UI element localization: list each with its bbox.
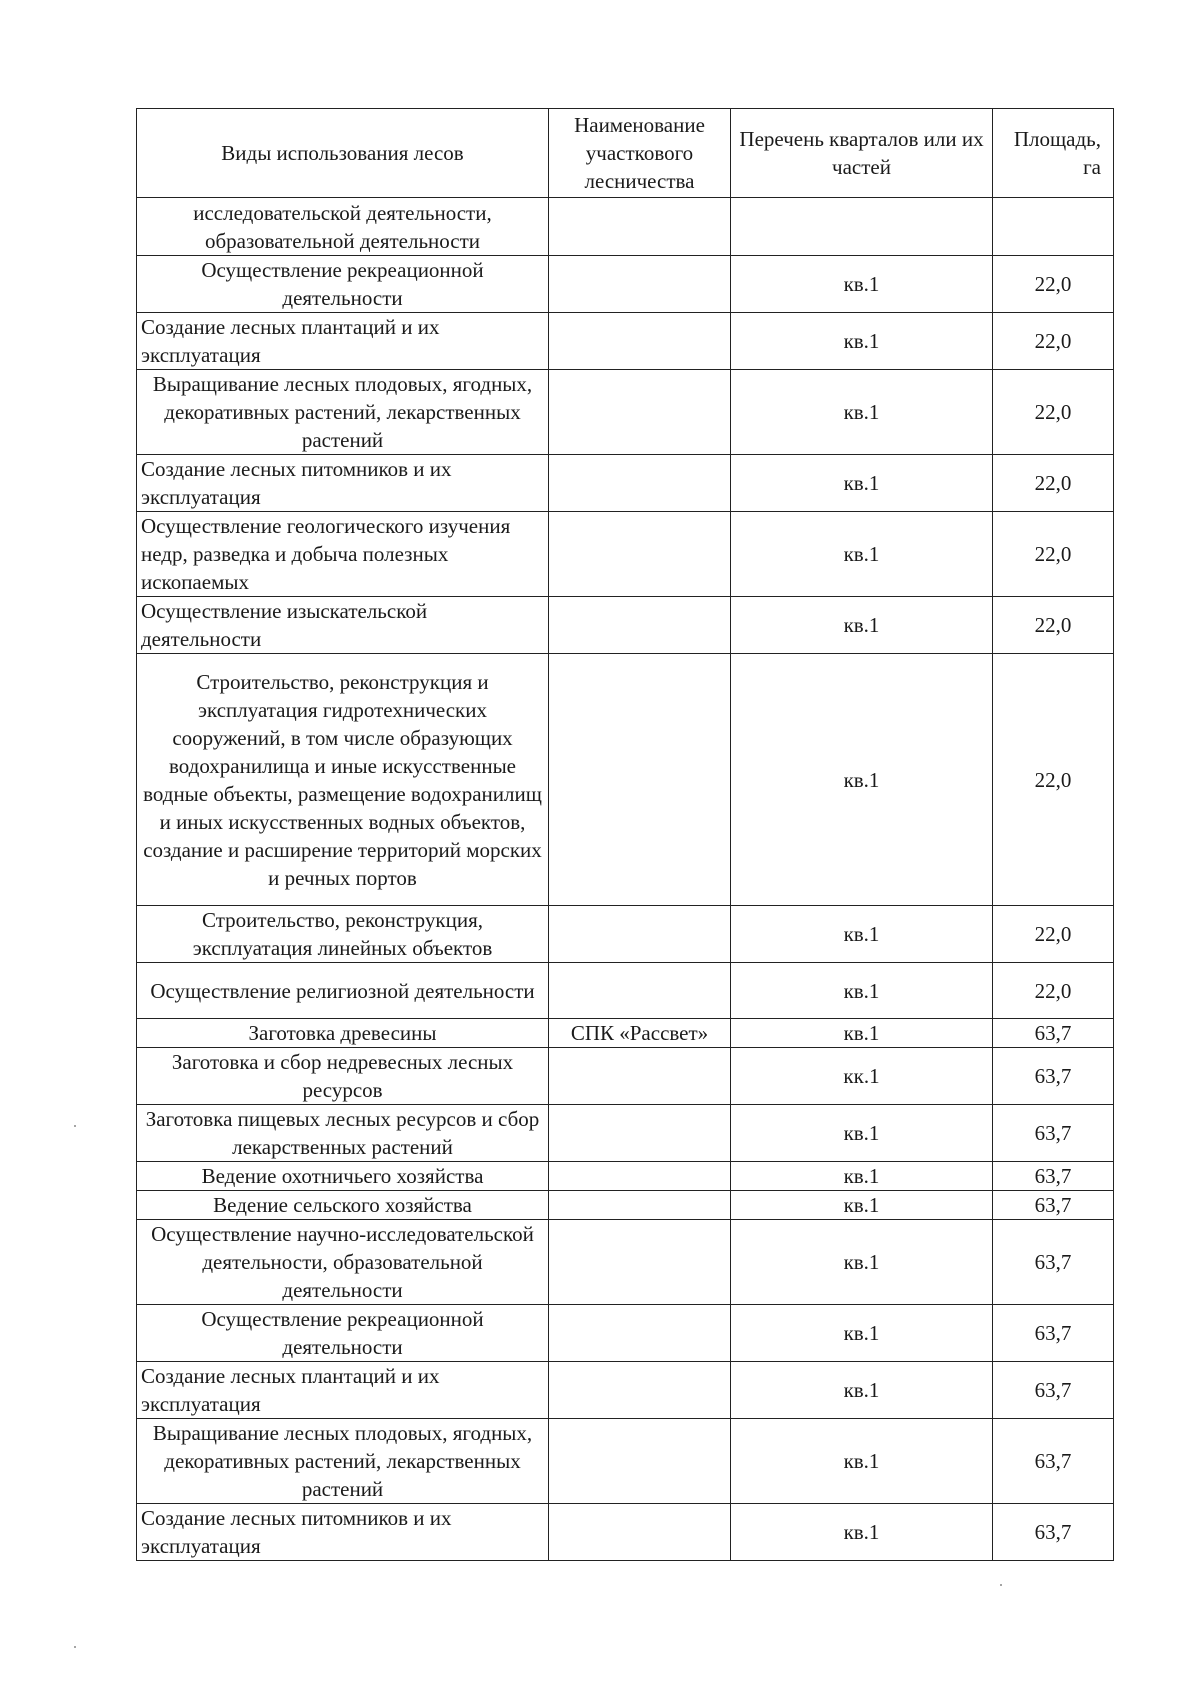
- cell-kind: Ведение сельского хозяйства: [137, 1191, 549, 1220]
- table-row: [137, 1019, 1114, 1048]
- cell-area: 63,7: [993, 1048, 1114, 1105]
- cell-quarters: кк.1: [731, 1048, 993, 1105]
- forest-use-table: [136, 108, 1114, 1561]
- cell-area: 63,7: [993, 1162, 1114, 1191]
- cell-area: 22,0: [993, 455, 1114, 512]
- cell-forestry: СПК «Рассвет»: [549, 1019, 731, 1048]
- cell-forestry: [549, 256, 731, 313]
- scan-speck: [1000, 1584, 1002, 1586]
- cell-forestry: [549, 963, 731, 1019]
- cell-kind: Осуществление изыскательской деятельности: [137, 597, 549, 654]
- table-row: [137, 256, 1114, 313]
- cell-forestry: [549, 1191, 731, 1220]
- cell-area: 63,7: [993, 1305, 1114, 1362]
- cell-quarters: кв.1: [731, 455, 993, 512]
- header-kind: Виды использования лесов: [137, 109, 549, 198]
- cell-forestry: [549, 1362, 731, 1419]
- cell-quarters: кв.1: [731, 512, 993, 597]
- cell-quarters: кв.1: [731, 1105, 993, 1162]
- cell-forestry: [549, 654, 731, 906]
- cell-area: [993, 198, 1114, 256]
- cell-forestry: [549, 313, 731, 370]
- header-area: [993, 109, 1114, 198]
- cell-kind: Осуществление геологического изучения недр, разведка и добыча полезных ископаемых: [137, 512, 549, 597]
- cell-forestry: [549, 1220, 731, 1305]
- cell-forestry: [549, 1048, 731, 1105]
- table-row: [137, 455, 1114, 512]
- cell-area: 22,0: [993, 654, 1114, 906]
- cell-quarters: кв.1: [731, 1419, 993, 1504]
- table-row: [137, 963, 1114, 1019]
- cell-quarters: кв.1: [731, 963, 993, 1019]
- cell-area: 22,0: [993, 963, 1114, 1019]
- table-row: [137, 1162, 1114, 1191]
- table-row: [137, 198, 1114, 256]
- cell-quarters: кв.1: [731, 906, 993, 963]
- cell-kind: Заготовка и сбор недревесных лесных ресурсов: [137, 1048, 549, 1105]
- table-row: [137, 597, 1114, 654]
- table-row: [137, 654, 1114, 906]
- cell-area: 63,7: [993, 1191, 1114, 1220]
- cell-quarters: кв.1: [731, 1191, 993, 1220]
- table-row: [137, 1419, 1114, 1504]
- cell-forestry: [549, 597, 731, 654]
- cell-area: 22,0: [993, 313, 1114, 370]
- cell-area: 22,0: [993, 256, 1114, 313]
- cell-quarters: кв.1: [731, 1504, 993, 1561]
- cell-kind: Создание лесных плантаций и их эксплуатация: [137, 1362, 549, 1419]
- cell-area: 63,7: [993, 1362, 1114, 1419]
- cell-area: 63,7: [993, 1019, 1114, 1048]
- cell-kind: Создание лесных питомников и их эксплуатация: [137, 455, 549, 512]
- cell-quarters: кв.1: [731, 654, 993, 906]
- table-row: [137, 1504, 1114, 1561]
- cell-kind: Выращивание лесных плодовых, ягодных, декоративных растений, лекарственных растений: [137, 370, 549, 455]
- cell-forestry: [549, 1504, 731, 1561]
- cell-forestry: [549, 1105, 731, 1162]
- cell-area: 63,7: [993, 1504, 1114, 1561]
- table-row: [137, 1048, 1114, 1105]
- cell-area: 22,0: [993, 906, 1114, 963]
- cell-quarters: кв.1: [731, 256, 993, 313]
- cell-kind: Выращивание лесных плодовых, ягодных, декоративных растений, лекарственных растений: [137, 1419, 549, 1504]
- table-row: [137, 906, 1114, 963]
- cell-quarters: кв.1: [731, 1019, 993, 1048]
- cell-quarters: кв.1: [731, 597, 993, 654]
- cell-forestry: [549, 1162, 731, 1191]
- cell-area: 22,0: [993, 512, 1114, 597]
- cell-kind: Создание лесных плантаций и их эксплуатация: [137, 313, 549, 370]
- header-area-label: Площадь, га: [1013, 127, 1101, 179]
- cell-quarters: кв.1: [731, 313, 993, 370]
- table-row: [137, 512, 1114, 597]
- cell-quarters: кв.1: [731, 1362, 993, 1419]
- cell-area: 63,7: [993, 1419, 1114, 1504]
- cell-kind: Ведение охотничьего хозяйства: [137, 1162, 549, 1191]
- cell-kind: Осуществление рекреационной деятельности: [137, 256, 549, 313]
- cell-area: 22,0: [993, 370, 1114, 455]
- cell-area: 63,7: [993, 1220, 1114, 1305]
- table-header-row: [137, 109, 1114, 198]
- cell-kind: Осуществление научно-исследовательской деятельности, образовательной деятельности: [137, 1220, 549, 1305]
- cell-area: 22,0: [993, 597, 1114, 654]
- cell-kind: Заготовка пищевых лесных ресурсов и сбор лекарственных растений: [137, 1105, 549, 1162]
- header-forestry: Наименование участкового лесничества: [549, 109, 731, 198]
- header-quarters: Перечень кварталов или их частей: [731, 109, 993, 198]
- cell-kind: исследовательской деятельности, образовательной деятельности: [137, 198, 549, 256]
- cell-quarters: кв.1: [731, 1220, 993, 1305]
- cell-kind: Осуществление рекреационной деятельности: [137, 1305, 549, 1362]
- cell-kind: Осуществление религиозной деятельности: [137, 963, 549, 1019]
- cell-forestry: [549, 198, 731, 256]
- table-row: [137, 370, 1114, 455]
- table-row: [137, 1105, 1114, 1162]
- table-row: [137, 1220, 1114, 1305]
- cell-area: 63,7: [993, 1105, 1114, 1162]
- cell-forestry: [549, 906, 731, 963]
- scan-speck: [74, 1646, 76, 1648]
- cell-quarters: [731, 198, 993, 256]
- table-row: [137, 1362, 1114, 1419]
- cell-kind: Строительство, реконструкция, эксплуатация линейных объектов: [137, 906, 549, 963]
- cell-kind: Создание лесных питомников и их эксплуатация: [137, 1504, 549, 1561]
- cell-forestry: [549, 1419, 731, 1504]
- table-body: [137, 198, 1114, 1561]
- scan-speck: [74, 1125, 76, 1127]
- cell-quarters: кв.1: [731, 370, 993, 455]
- table-row: [137, 313, 1114, 370]
- cell-forestry: [549, 455, 731, 512]
- cell-forestry: [549, 1305, 731, 1362]
- cell-forestry: [549, 512, 731, 597]
- table-row: [137, 1305, 1114, 1362]
- cell-forestry: [549, 370, 731, 455]
- cell-quarters: кв.1: [731, 1162, 993, 1191]
- table-row: [137, 1191, 1114, 1220]
- cell-kind: Заготовка древесины: [137, 1019, 549, 1048]
- cell-quarters: кв.1: [731, 1305, 993, 1362]
- cell-kind: Строительство, реконструкция и эксплуатация гидротехнических сооружений, в том числе образующих водохранилища и иные искусственные водные объекты, размещение водохранилищ и иных искусственных водных объектов, создание и расширение территорий морских и речных портов: [137, 654, 549, 906]
